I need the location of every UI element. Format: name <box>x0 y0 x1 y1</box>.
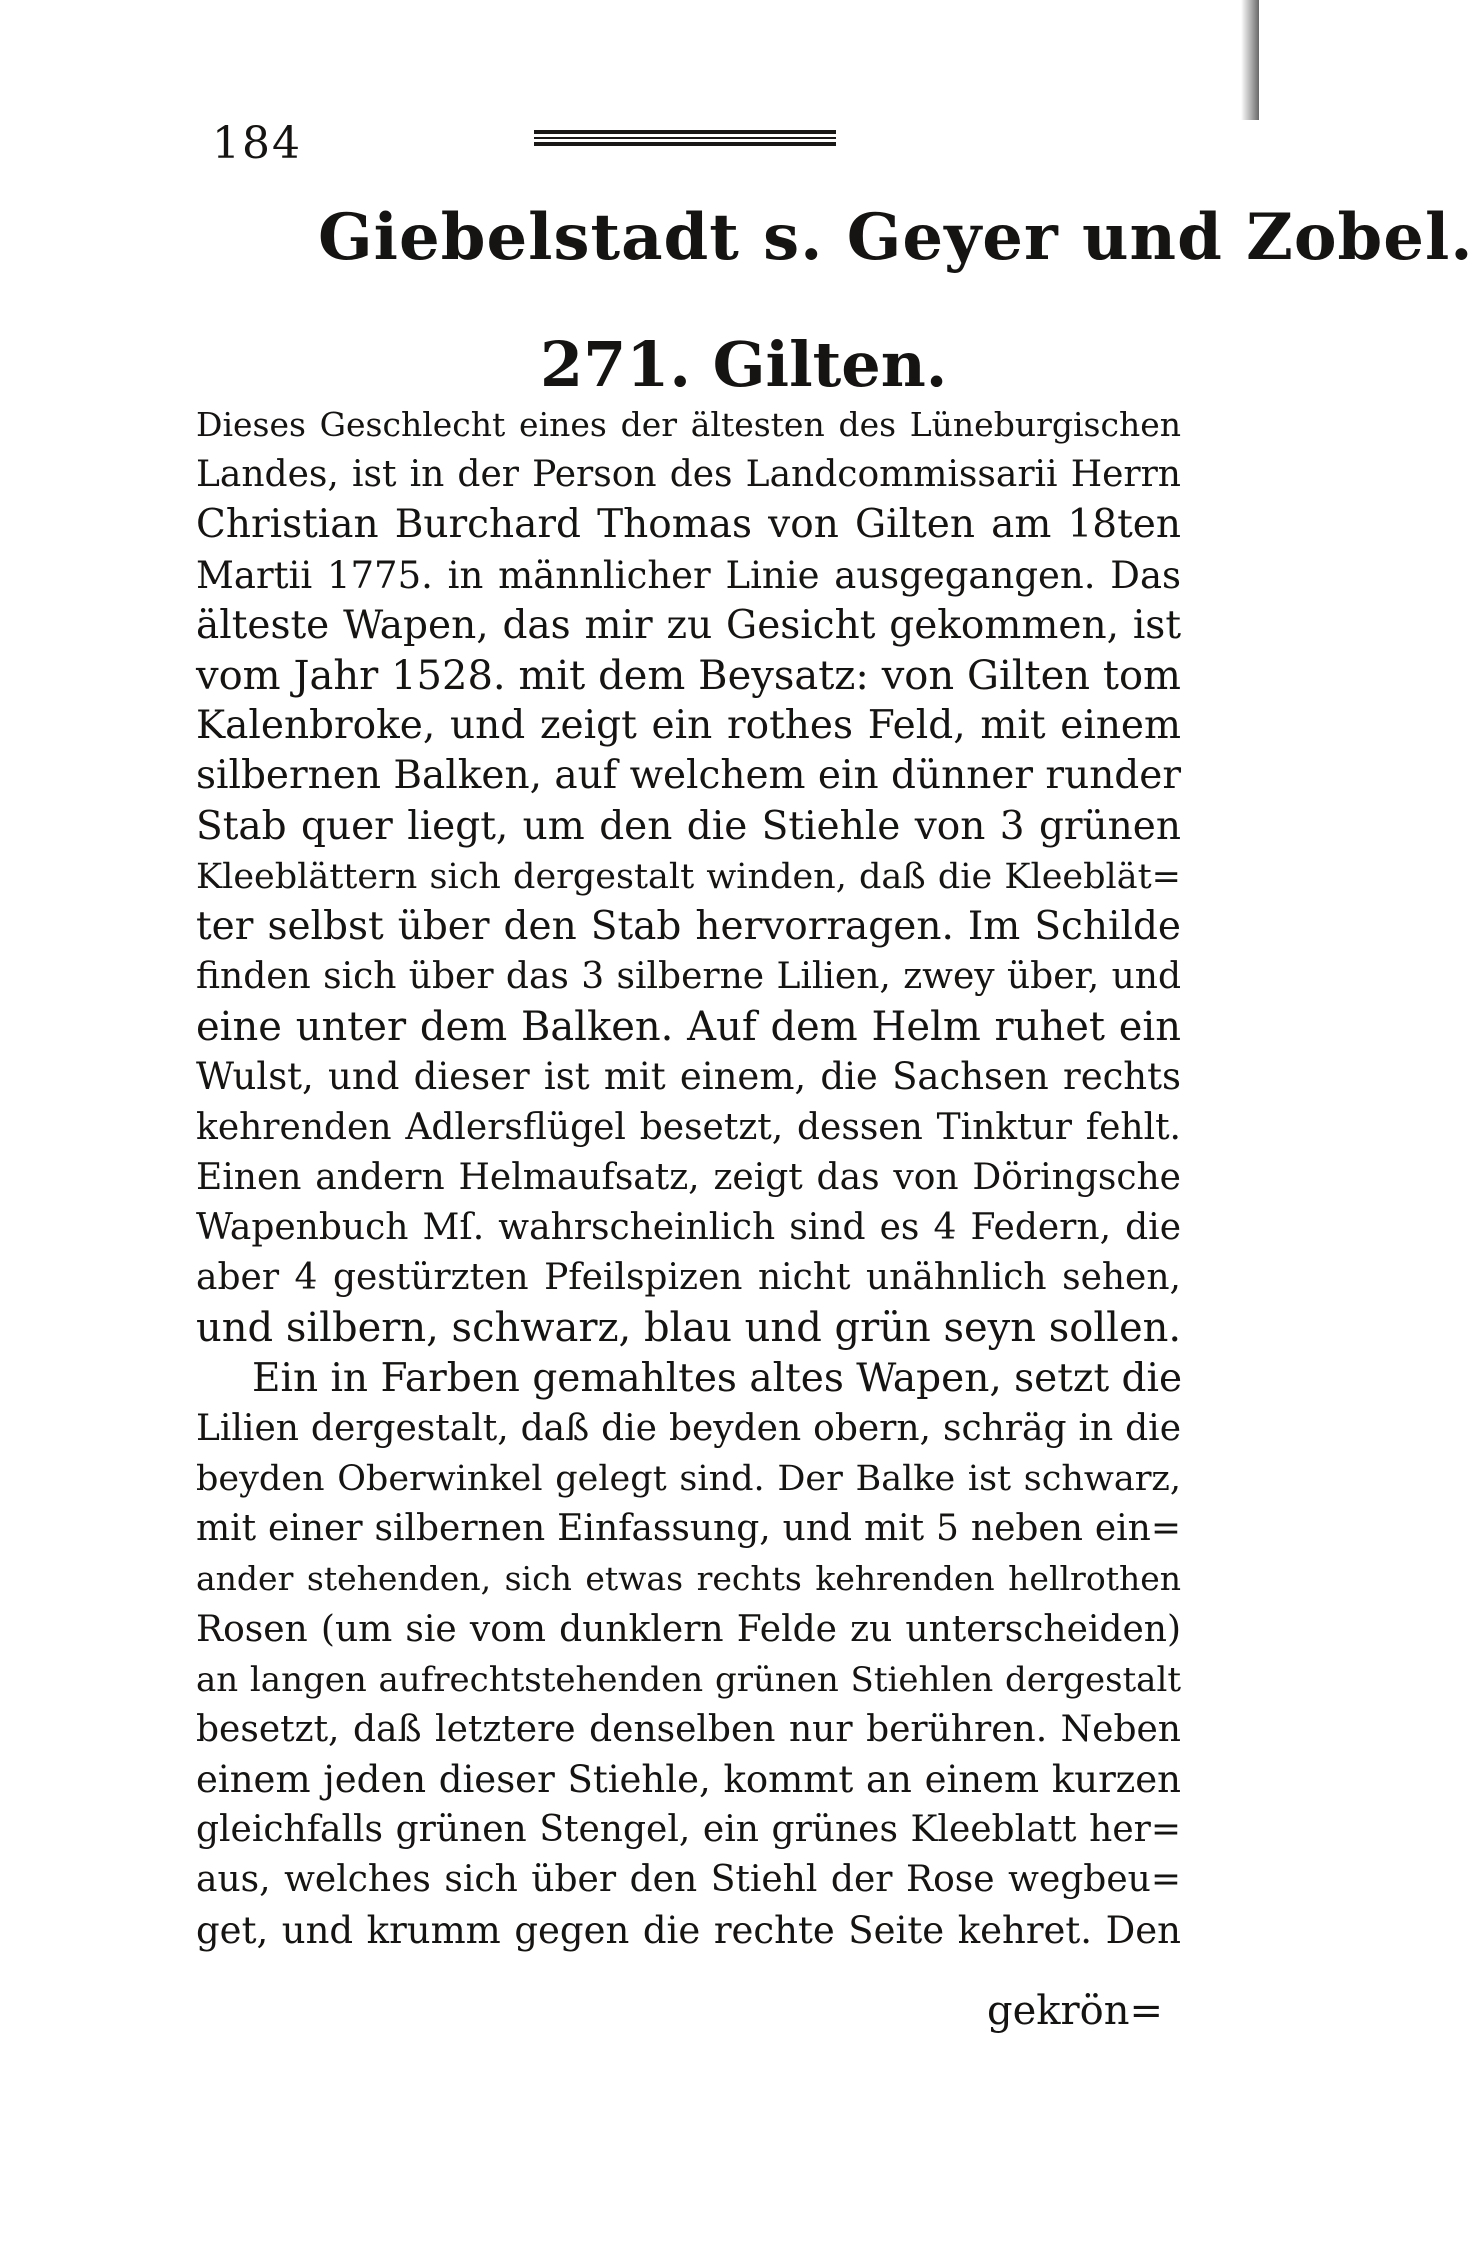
text-line: finden sich über das 3 silberne Lilien, zwey über, und <box>196 956 1181 998</box>
text-line: an langen aufrechtstehenden grünen Stiehlen dergestalt <box>196 1659 1181 1700</box>
text-line: mit einer silbernen Einfassung, und mit 5 neben ein= <box>196 1508 1181 1550</box>
text-line: gleichfalls grünen Stengel, ein grünes Kleeblatt her= <box>196 1809 1181 1851</box>
body-text <box>196 400 1181 1956</box>
section-title: 271. Gilten. <box>540 328 948 401</box>
header-ornament-rule <box>534 128 836 150</box>
text-line: Landes, ist in der Person des Landcommissarii Herrn <box>196 454 1181 496</box>
text-line: Ein in Farben gemahltes altes Wapen, setzt die <box>252 1355 1183 1401</box>
text-line: aber 4 gestürzten Pfeilspizen nicht unähnlich sehen, <box>196 1257 1181 1299</box>
page-edge-shadow <box>1241 0 1259 120</box>
running-title: Giebelstadt s. Geyer und Zobel. <box>318 200 1474 275</box>
text-line: get, und krumm gegen die rechte Seite kehret. Den <box>196 1908 1181 1952</box>
ornament-rule-middle <box>534 137 836 139</box>
text-line: und silbern, schwarz, blau und grün seyn sollen. <box>196 1305 1182 1352</box>
text-line: ander stehenden, sich etwas rechts kehrenden hellrothen <box>196 1559 1181 1599</box>
text-line: vom Jahr 1528. mit dem Beysatz: von Gilten tom <box>196 652 1181 699</box>
text-line: Wulst, und dieser ist mit einem, die Sachsen rechts <box>196 1055 1181 1099</box>
text-line: aus, welches sich über den Stiehl der Rose wegbeu= <box>196 1859 1181 1901</box>
text-line: kehrenden Adlersflügel besetzt, dessen Tinktur fehlt. <box>196 1106 1181 1148</box>
ornament-rule-bottom <box>534 142 836 146</box>
text-line: Lilien dergestalt, daß die beyden obern, schräg in die <box>196 1407 1181 1449</box>
text-line: Dieses Geschlecht eines der ältesten des Lüneburgischen <box>196 405 1181 444</box>
text-line: Christian Burchard Thomas von Gilten am 18ten <box>196 502 1181 548</box>
text-line: Einen andern Helmaufsatz, zeigt das von Döringsche <box>196 1156 1181 1198</box>
text-line: ter selbst über den Stab hervorragen. Im Schilde <box>196 903 1181 949</box>
text-line: Stab quer liegt, um den die Stiehle von 3 grünen <box>196 803 1181 849</box>
text-line: Wapenbuch Mſ. wahrscheinlich sind es 4 Federn, die <box>196 1207 1181 1248</box>
paragraph-1 <box>196 400 1181 1354</box>
text-line: einem jeden dieser Stiehle, kommt an einem kurzen <box>196 1758 1181 1802</box>
text-line: silbernen Balken, auf welchem ein dünner runder <box>196 753 1181 799</box>
text-line: Kleeblättern sich dergestalt winden, daß die Kleeblät= <box>196 856 1181 897</box>
text-line: eine unter dem Balken. Auf dem Helm ruhet ein <box>196 1004 1181 1051</box>
text-line: älteste Wapen, das mir zu Gesicht gekommen, ist <box>196 602 1181 648</box>
text-line: beyden Oberwinkel gelegt sind. Der Balke ist schwarz, <box>196 1458 1181 1499</box>
text-line: Martii 1775. in männlicher Linie ausgegangen. Das <box>196 553 1181 597</box>
text-line: besetzt, daß letztere denselben nur berühren. Neben <box>196 1708 1181 1750</box>
text-line: Kalenbroke, und zeigt ein rothes Feld, mit einem <box>196 703 1181 749</box>
page-number: 184 <box>212 118 302 169</box>
ornament-rule-top <box>534 130 836 134</box>
text-line: Rosen (um sie vom dunklern Felde zu unterscheiden) <box>196 1608 1181 1650</box>
catchword: gekrön= <box>987 1988 1163 2034</box>
paragraph-2 <box>196 1354 1181 1956</box>
